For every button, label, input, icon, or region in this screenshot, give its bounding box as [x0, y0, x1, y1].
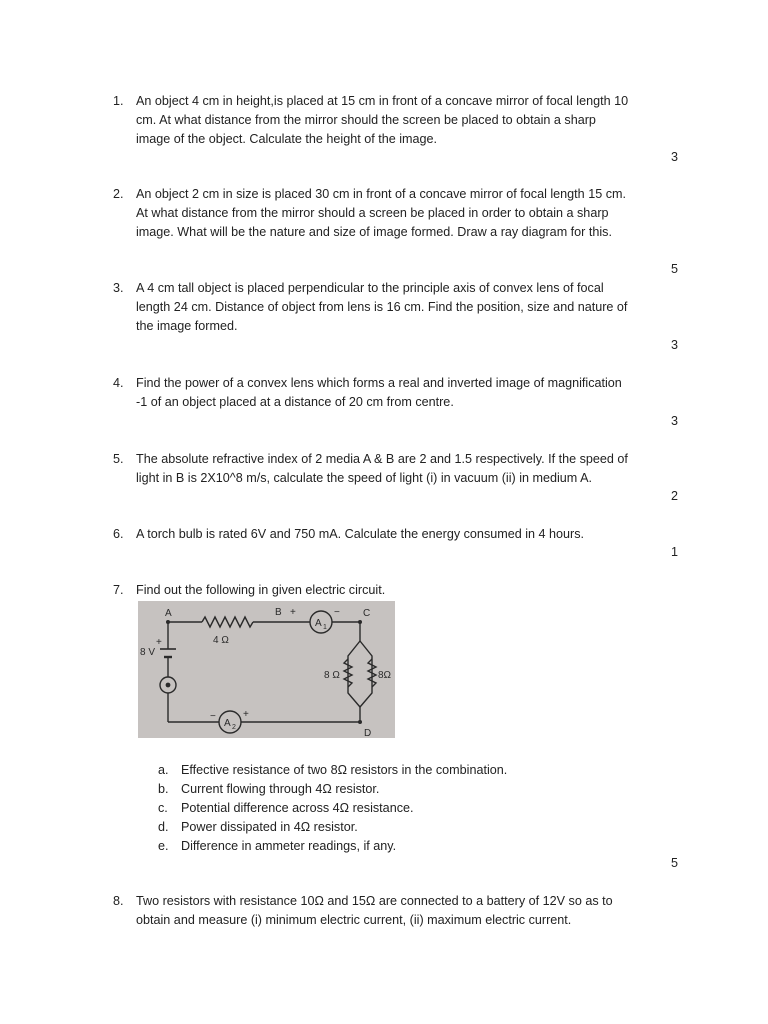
question-text [136, 581, 682, 600]
sub-item-text: Current flowing through 4Ω resistor. [181, 782, 380, 796]
marks-label: 3 [670, 338, 678, 352]
ammeter-2-label: A [224, 718, 231, 729]
question-text [136, 892, 682, 930]
question-number: 5. [113, 452, 124, 466]
ammeter-1-minus: − [334, 607, 340, 618]
ammeter-2-subscript: 2 [232, 724, 236, 731]
sub-item-text: Effective resistance of two 8Ω resistors in the combination. [181, 763, 508, 777]
resistor-8-ohm-left-label: 8 Ω [324, 670, 340, 681]
sub-item-label: d. [158, 820, 169, 834]
marks-label: 3 [670, 150, 678, 164]
resistor-4-ohm [202, 617, 253, 627]
question-line: A torch bulb is rated 6V and 750 mA. Calculate the energy consumed in 4 hours. [136, 527, 585, 541]
resistor-4-ohm-label: 4 Ω [213, 635, 229, 646]
sub-item-label: b. [158, 782, 169, 796]
key-dot [166, 683, 171, 688]
question-number: 2. [113, 187, 124, 201]
node-label-d: D [364, 728, 372, 738]
question-number: 8. [113, 894, 124, 908]
marks-label: 5 [670, 856, 678, 870]
battery-voltage-label: 8 V [140, 647, 156, 658]
question-line: Find out the following in given electric circuit. [136, 583, 386, 597]
question-text [136, 279, 682, 336]
question-number: 6. [113, 527, 124, 541]
battery-plus: + [156, 637, 162, 648]
node-label-a: A [165, 608, 172, 619]
node-label-b: B [275, 607, 282, 618]
question-line: -1 of an object placed at a distance of 20 cm from centre. [136, 395, 454, 409]
sub-item-text: Power dissipated in 4Ω resistor. [181, 820, 358, 834]
question-text [136, 525, 682, 544]
sub-item-text: Difference in ammeter readings, if any. [181, 839, 397, 853]
sub-item-label: a. [158, 763, 169, 777]
question-line: The absolute refractive index of 2 media A & B are 2 and 1.5 respectively. If the speed of [136, 452, 628, 466]
question-line: image of the object. Calculate the height of the image. [136, 132, 438, 146]
question-line: At what distance from the mirror should a screen be placed in order to obtain a sharp [136, 206, 609, 220]
node-d-dot [358, 720, 362, 724]
question-number: 7. [113, 583, 124, 597]
question-number: 3. [113, 281, 124, 295]
ammeter-2-minus: − [210, 711, 216, 722]
wire [360, 641, 372, 707]
sub-item-label: c. [158, 801, 168, 815]
question-line: An object 4 cm in height,is placed at 15 cm in front of a concave mirror of focal length 10 [136, 94, 629, 108]
marks-label: 1 [670, 545, 678, 559]
ammeter-1-plus: + [290, 607, 296, 618]
sub-item-label: e. [158, 839, 169, 853]
node-c-dot [358, 620, 362, 624]
question-text [136, 450, 682, 488]
ammeter-2-plus: + [243, 709, 249, 720]
marks-label: 5 [670, 262, 678, 276]
question-text [136, 185, 682, 242]
resistor-8-ohm-right-label: 8Ω [378, 670, 392, 681]
node-label-c: C [363, 608, 371, 619]
sub-item-text: Potential difference across 4Ω resistance. [181, 801, 414, 815]
circuit-svg [138, 601, 395, 738]
question-text [136, 92, 682, 149]
marks-label: 3 [670, 414, 678, 428]
question-line: A 4 cm tall object is placed perpendicular to the principle axis of convex lens of focal [136, 281, 604, 295]
circuit-diagram [138, 601, 395, 738]
question-text [136, 374, 682, 412]
question-line: the image formed. [136, 319, 238, 333]
node-a-dot [166, 620, 170, 624]
marks-label: 2 [670, 489, 678, 503]
ammeter-1-subscript: 1 [323, 624, 327, 631]
question-line: image. What will be the nature and size of image formed. Draw a ray diagram for this. [136, 225, 612, 239]
question-line: cm. At what distance from the mirror should the screen be placed to obtain a sharp [136, 113, 596, 127]
question-line: An object 2 cm in size is placed 30 cm in front of a concave mirror of focal length 15 cm. [136, 187, 626, 201]
question-number: 4. [113, 376, 124, 390]
ammeter-1-label: A [315, 618, 322, 629]
question-number: 1. [113, 94, 124, 108]
question-line: obtain and measure (i) minimum electric current, (ii) maximum electric current. [136, 913, 572, 927]
question-line: Find the power of a convex lens which forms a real and inverted image of magnification [136, 376, 622, 390]
question-line: length 24 cm. Distance of object from lens is 16 cm. Find the position, size and nature of [136, 300, 628, 314]
question-line: light in B is 2X10^8 m/s, calculate the speed of light (i) in vacuum (ii) in medium A. [136, 471, 592, 485]
question-line: Two resistors with resistance 10Ω and 15Ω are connected to a battery of 12V so as to [136, 894, 613, 908]
